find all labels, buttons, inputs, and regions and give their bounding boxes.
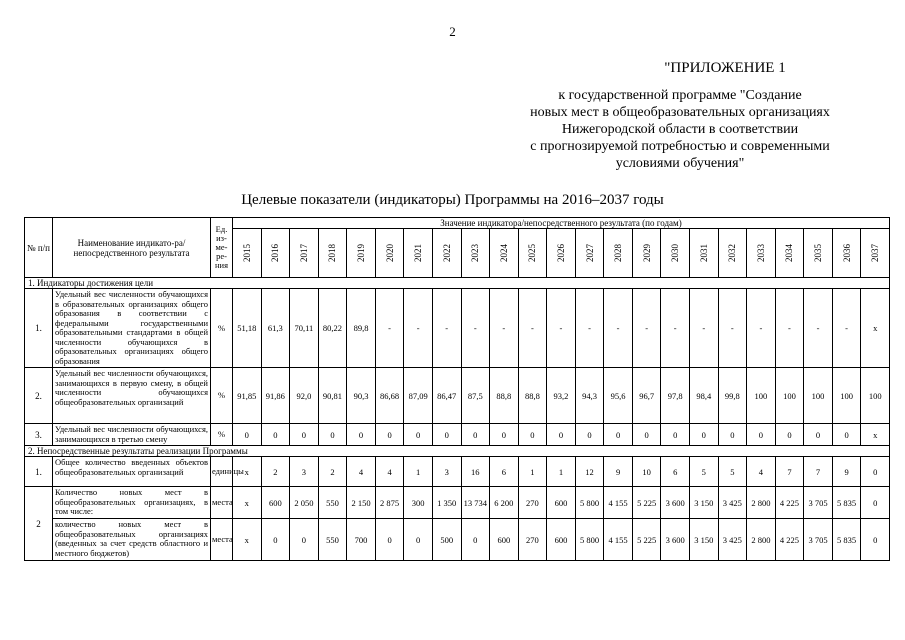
value-cell: - [575, 289, 604, 368]
year-header: 2035 [804, 229, 833, 278]
table-row [25, 424, 890, 446]
year-header: 2022 [432, 229, 461, 278]
document-title: Целевые показатели (индикаторы) Программы на 2016–2037 годы [241, 192, 664, 208]
table-body [25, 278, 890, 561]
value-cell: - [832, 289, 861, 368]
value-cell: 0 [547, 424, 576, 446]
value-cell: - [661, 289, 690, 368]
unit-cell: единицы [211, 457, 233, 487]
value-cell: 88,8 [518, 368, 547, 424]
value-cell: 3 150 [690, 519, 719, 561]
unit-cell: % [211, 424, 233, 446]
col-header-unit: Ед. из-ме-ре-ния [211, 218, 233, 278]
value-cell: 600 [490, 519, 519, 561]
value-cell: 90,3 [347, 368, 376, 424]
value-cell: x [233, 519, 262, 561]
table-row [25, 289, 890, 368]
value-cell: 94,3 [575, 368, 604, 424]
value-cell: 0 [604, 424, 633, 446]
value-cell: 2 800 [747, 487, 776, 519]
appendix-line: условиями обучения" [615, 156, 745, 171]
value-cell: 95,6 [604, 368, 633, 424]
value-cell: 2 [318, 457, 347, 487]
value-cell: 5 [718, 457, 747, 487]
value-cell: 0 [632, 424, 661, 446]
indicator-name: Удельный вес численности обучающихся в образовательных организациях общего образования в соответствии с федеральными государственными образовательными стандартами в общей численности обучающихся в образовательных организациях общего образования [53, 289, 211, 368]
row-number: 1. [25, 289, 53, 368]
value-cell: 0 [747, 424, 776, 446]
value-cell: 7 [804, 457, 833, 487]
appendix-header [470, 60, 890, 172]
value-cell: - [490, 289, 519, 368]
year-header: 2018 [318, 229, 347, 278]
value-cell: 3 150 [690, 487, 719, 519]
value-cell: 5 225 [632, 519, 661, 561]
value-cell: 0 [318, 424, 347, 446]
value-cell: 2 150 [347, 487, 376, 519]
value-cell: 12 [575, 457, 604, 487]
appendix-title: "ПРИЛОЖЕНИЕ 1 [664, 60, 786, 76]
value-cell: 6 [661, 457, 690, 487]
value-cell: 1 [518, 457, 547, 487]
value-cell: 3 425 [718, 487, 747, 519]
value-cell: 93,2 [547, 368, 576, 424]
value-cell: 0 [775, 424, 804, 446]
value-cell: 2 [261, 457, 290, 487]
year-header: 2030 [661, 229, 690, 278]
value-cell: 0 [490, 424, 519, 446]
value-cell: 86,47 [432, 368, 461, 424]
value-cell: 51,18 [233, 289, 262, 368]
year-header: 2016 [261, 229, 290, 278]
value-cell: 90,81 [318, 368, 347, 424]
year-header: 2027 [575, 229, 604, 278]
value-cell: 0 [718, 424, 747, 446]
value-cell: 3 705 [804, 487, 833, 519]
table-row [25, 487, 890, 519]
year-header: 2028 [604, 229, 633, 278]
value-cell: 87,09 [404, 368, 433, 424]
value-cell: 270 [518, 519, 547, 561]
value-cell: - [775, 289, 804, 368]
row-number: 2 [25, 487, 53, 561]
value-cell: 0 [461, 424, 490, 446]
header-row [25, 218, 890, 229]
col-header-values: Значение индикатора/непосредственного результата (по годам) [233, 218, 890, 229]
value-cell: 0 [290, 519, 319, 561]
value-cell: 5 835 [832, 519, 861, 561]
value-cell: - [547, 289, 576, 368]
value-cell: 4 [347, 457, 376, 487]
appendix-line: с прогнозируемой потребностью и современными [530, 139, 830, 154]
value-cell: 0 [261, 424, 290, 446]
value-cell: 96,7 [632, 368, 661, 424]
value-cell: 550 [318, 487, 347, 519]
value-cell: 500 [432, 519, 461, 561]
value-cell: 98,4 [690, 368, 719, 424]
value-cell: 0 [347, 424, 376, 446]
row-number: 2. [25, 368, 53, 424]
value-cell: 0 [233, 424, 262, 446]
year-header: 2037 [861, 229, 890, 278]
value-cell: 0 [861, 457, 890, 487]
value-cell: 4 225 [775, 519, 804, 561]
value-cell: 16 [461, 457, 490, 487]
year-header: 2031 [690, 229, 719, 278]
page-number: 2 [449, 24, 456, 39]
year-header: 2019 [347, 229, 376, 278]
value-cell: 80,22 [318, 289, 347, 368]
value-cell: 7 [775, 457, 804, 487]
value-cell: 5 800 [575, 487, 604, 519]
value-cell: 3 600 [661, 487, 690, 519]
value-cell: 3 [290, 457, 319, 487]
value-cell: 0 [661, 424, 690, 446]
value-cell: 300 [404, 487, 433, 519]
value-cell: - [375, 289, 404, 368]
value-cell: 0 [518, 424, 547, 446]
unit-cell: места [211, 487, 233, 519]
value-cell: 3 705 [804, 519, 833, 561]
year-header: 2015 [233, 229, 262, 278]
year-header: 2025 [518, 229, 547, 278]
year-header: 2017 [290, 229, 319, 278]
value-cell: 0 [575, 424, 604, 446]
value-cell: 4 155 [604, 519, 633, 561]
value-cell: x [861, 424, 890, 446]
value-cell: 9 [832, 457, 861, 487]
value-cell: - [632, 289, 661, 368]
value-cell: - [718, 289, 747, 368]
value-cell: 91,86 [261, 368, 290, 424]
value-cell: 61,3 [261, 289, 290, 368]
value-cell: 97,8 [661, 368, 690, 424]
section-row [25, 278, 890, 289]
value-cell: 0 [432, 424, 461, 446]
value-cell: 0 [832, 424, 861, 446]
value-cell: 600 [261, 487, 290, 519]
value-cell: 3 600 [661, 519, 690, 561]
value-cell: 0 [804, 424, 833, 446]
value-cell: 70,11 [290, 289, 319, 368]
value-cell: 5 800 [575, 519, 604, 561]
value-cell: 0 [261, 519, 290, 561]
year-header: 2029 [632, 229, 661, 278]
value-cell: 4 [375, 457, 404, 487]
year-header: 2021 [404, 229, 433, 278]
value-cell: - [404, 289, 433, 368]
year-header: 2033 [747, 229, 776, 278]
value-cell: 100 [747, 368, 776, 424]
table-row [25, 368, 890, 424]
table-row [25, 457, 890, 487]
year-header: 2026 [547, 229, 576, 278]
section-heading: 1. Индикаторы достижения цели [25, 278, 890, 289]
value-cell: 4 225 [775, 487, 804, 519]
col-header-num: № п/п [25, 218, 53, 278]
section-row [25, 446, 890, 457]
indicator-name: Удельный вес численности обучающихся, занимающихся в первую смену, в общей численности обучающихся общеобразовательных организаций [53, 368, 211, 424]
value-cell: 13 734 [461, 487, 490, 519]
value-cell: 0 [375, 519, 404, 561]
value-cell: 5 835 [832, 487, 861, 519]
appendix-line: к государственной программе "Создание [558, 88, 802, 103]
value-cell: 1 [547, 457, 576, 487]
value-cell: 91,85 [233, 368, 262, 424]
row-number: 3. [25, 424, 53, 446]
value-cell: 2 050 [290, 487, 319, 519]
value-cell: 5 225 [632, 487, 661, 519]
value-cell: 1 350 [432, 487, 461, 519]
value-cell: - [747, 289, 776, 368]
value-cell: 100 [804, 368, 833, 424]
unit-cell: % [211, 368, 233, 424]
value-cell: - [432, 289, 461, 368]
col-header-name: Наименование индикато-ра/непосредственного результата [53, 218, 211, 278]
value-cell: - [518, 289, 547, 368]
value-cell: 9 [604, 457, 633, 487]
value-cell: - [690, 289, 719, 368]
section-heading: 2. Непосредственные результаты реализации Программы [25, 446, 890, 457]
value-cell: 89,8 [347, 289, 376, 368]
value-cell: 600 [547, 519, 576, 561]
indicators-table [24, 217, 890, 561]
value-cell: 0 [461, 519, 490, 561]
value-cell: 0 [690, 424, 719, 446]
indicator-name: Количество новых мест в общеобразовательных организациях, в том числе: [53, 487, 211, 519]
year-header: 2034 [775, 229, 804, 278]
row-number: 1. [25, 457, 53, 487]
value-cell: 600 [547, 487, 576, 519]
value-cell: 99,8 [718, 368, 747, 424]
value-cell: 3 [432, 457, 461, 487]
value-cell: 0 [375, 424, 404, 446]
value-cell: 10 [632, 457, 661, 487]
value-cell: 6 200 [490, 487, 519, 519]
value-cell: x [233, 487, 262, 519]
year-header: 2020 [375, 229, 404, 278]
value-cell: 0 [404, 519, 433, 561]
unit-cell: места [211, 519, 233, 561]
value-cell: 100 [775, 368, 804, 424]
value-cell: 100 [832, 368, 861, 424]
value-cell: 0 [404, 424, 433, 446]
value-cell: - [804, 289, 833, 368]
value-cell: 2 875 [375, 487, 404, 519]
value-cell: 550 [318, 519, 347, 561]
value-cell: 100 [861, 368, 890, 424]
appendix-line: Нижегородской области в соответствии [561, 122, 799, 137]
value-cell: 270 [518, 487, 547, 519]
appendix-line: новых мест в общеобразовательных организациях [530, 105, 830, 120]
indicator-name: количество новых мест в общеобразовательных организациях (введенных за счет средств областного и местного бюджетов) [53, 519, 211, 561]
value-cell: 6 [490, 457, 519, 487]
year-header: 2024 [490, 229, 519, 278]
value-cell: - [604, 289, 633, 368]
year-header: 2032 [718, 229, 747, 278]
unit-cell: % [211, 289, 233, 368]
value-cell: 4 [747, 457, 776, 487]
value-cell: 86,68 [375, 368, 404, 424]
year-header: 2036 [832, 229, 861, 278]
value-cell: 0 [290, 424, 319, 446]
year-header: 2023 [461, 229, 490, 278]
indicator-name: Общее количество введенных объектов общеобразовательных организаций [53, 457, 211, 487]
value-cell: 1 [404, 457, 433, 487]
value-cell: 3 425 [718, 519, 747, 561]
value-cell: 0 [861, 519, 890, 561]
value-cell: - [461, 289, 490, 368]
value-cell: 88,8 [490, 368, 519, 424]
value-cell: x [861, 289, 890, 368]
value-cell: 5 [690, 457, 719, 487]
value-cell: 4 155 [604, 487, 633, 519]
value-cell: x [233, 457, 262, 487]
indicator-name: Удельный вес численности обучающихся, занимающихся в третью смену [53, 424, 211, 446]
value-cell: 700 [347, 519, 376, 561]
value-cell: 2 800 [747, 519, 776, 561]
table-row [25, 519, 890, 561]
value-cell: 92,0 [290, 368, 319, 424]
value-cell: 87,5 [461, 368, 490, 424]
value-cell: 0 [861, 487, 890, 519]
